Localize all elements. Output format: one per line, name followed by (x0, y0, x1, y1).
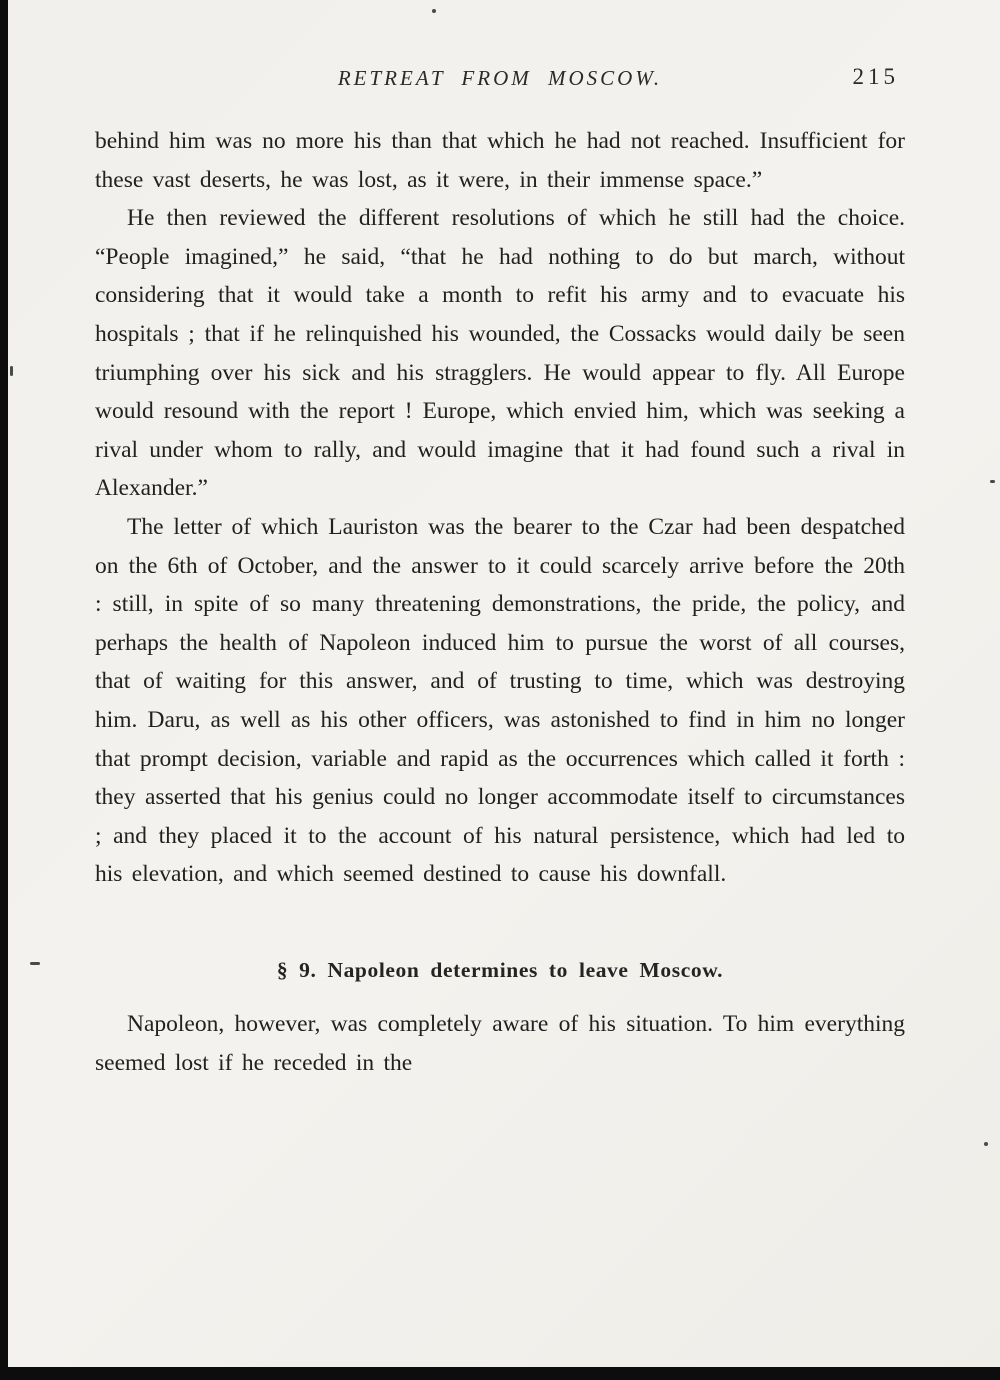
scan-artifact-left-edge (0, 0, 8, 1380)
paragraph-napoleon-aware: Napoleon, however, was completely aware of his situation. To him everything seemed lost if he receded in the (95, 1011, 905, 1077)
scan-artifact-bottom-edge (0, 1367, 1000, 1380)
paragraph-continuation: behind him was no more his than that which he had not reached. Insufficient for these vast deserts, he was lost, as it were, in their immense space.” (95, 128, 905, 193)
scan-speck (984, 1142, 988, 1146)
running-header-title: RETREAT FROM MOSCOW. (337, 66, 663, 90)
page-body (95, 122, 905, 1083)
page-number: 215 (852, 64, 899, 89)
running-header (95, 66, 905, 100)
scan-speck (30, 962, 40, 965)
paragraph-resolutions: He then reviewed the different resolutions of which he still had the choice. “People imagined,” he said, “that he had nothing to do but march, without considering that it would take a month to refit his army and to evacuate his hospitals ; that if he relinquished his wounded, the Cossacks would daily be seen triumphing over his sick and his stragglers. He would appear to fly. All Europe would resound with the report ! Europe, which envied him, which was seeking a rival under whom to rally, and would imagine that it had found such a rival in Alexander.” (95, 205, 905, 502)
scan-speck (432, 9, 436, 13)
scan-speck (10, 366, 13, 376)
section-heading: § 9. Napoleon determines to leave Moscow. (276, 957, 724, 982)
scan-speck (990, 480, 995, 483)
paragraph-lauriston-letter: The letter of which Lauriston was the bearer to the Czar had been despatched on the 6th of October, and the answer to it could scarcely arrive before the 20th : still, in spite of so many threatening demonstrations, the pride, the policy, and perhaps the health of Napoleon induced him to pursue the worst of all courses, that of waiting for this answer, and of trusting to time, which was destroying him. Daru, as well as his other officers, was astonished to find in him no longer that prompt decision, variable and rapid as the occurrences which called it forth : they asserted that his genius could no longer accommodate itself to circumstances ; and they placed it to the account of his natural persistence, which had led to his elevation, and which seemed destined to cause his downfall. (95, 513, 905, 888)
